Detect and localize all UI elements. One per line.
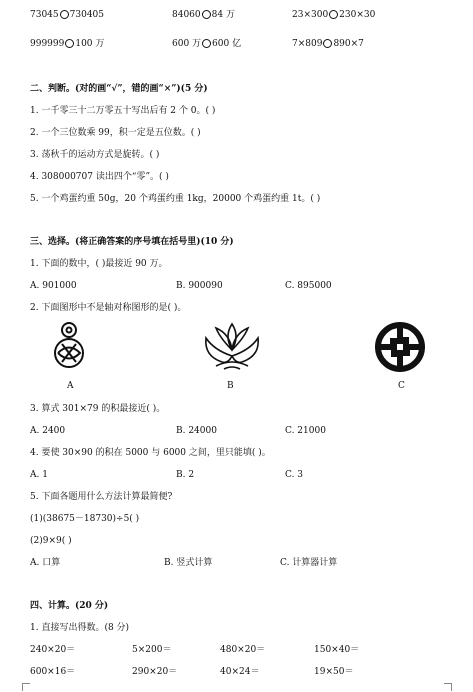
question-stem: 1. 直接写出得数。(8 分) bbox=[30, 623, 130, 633]
question-stem: 2. 下面图形中不是轴对称图形的是( )。 bbox=[30, 303, 187, 313]
sub-question: (1)(38675－18730)÷5( ) bbox=[30, 514, 140, 524]
judge-item: 4. 308000707 读出四个“零”。( ) bbox=[30, 172, 169, 182]
page-corner-mark bbox=[22, 683, 30, 691]
compare-item: 84060 84 万 bbox=[172, 10, 235, 20]
calc-item: 40×24＝ bbox=[220, 667, 260, 677]
option-b: B. 竖式计算 bbox=[164, 558, 213, 568]
compare-circle[interactable] bbox=[329, 10, 338, 19]
judge-item: 1. 一千零三十二万零五十写出后有 2 个 0。( ) bbox=[30, 106, 216, 116]
question-stem: 1. 下面的数中，( )最接近 90 万。 bbox=[30, 259, 168, 269]
compare-item: 7×809 890×7 bbox=[292, 39, 364, 49]
section4-title: 四、计算。(20 分) bbox=[30, 601, 109, 611]
sub-question: (2)9×9( ) bbox=[30, 536, 72, 546]
option-b: B. 900090 bbox=[176, 281, 223, 291]
lotus-figure bbox=[202, 320, 262, 372]
compare-circle[interactable] bbox=[202, 39, 211, 48]
figure-label-b: B bbox=[227, 381, 234, 391]
compare-circle[interactable] bbox=[60, 10, 69, 19]
compare-item: 600 万 600 亿 bbox=[172, 39, 242, 49]
calc-item: 240×20＝ bbox=[30, 645, 76, 655]
option-a: A. 901000 bbox=[30, 281, 77, 291]
section2-title: 二、判断。(对的画“√”，错的画“×”)(5 分) bbox=[30, 84, 208, 94]
calc-item: 5×200＝ bbox=[132, 645, 172, 655]
figure-label-c: C bbox=[398, 381, 405, 391]
judge-item: 5. 一个鸡蛋约重 50g，20 个鸡蛋约重 1kg，20000 个鸡蛋约重 1t。( ) bbox=[30, 194, 321, 204]
calc-item: 19×50＝ bbox=[314, 667, 354, 677]
option-a: A. 1 bbox=[30, 470, 48, 480]
figure-label-a: A bbox=[67, 381, 74, 391]
calc-item: 480×20＝ bbox=[220, 645, 266, 655]
option-c: C. 21000 bbox=[285, 426, 326, 436]
compare-item: 73045 730405 bbox=[30, 10, 104, 20]
option-b: B. 2 bbox=[176, 470, 195, 480]
option-b: B. 24000 bbox=[176, 426, 217, 436]
compare-circle[interactable] bbox=[323, 39, 332, 48]
compare-circle[interactable] bbox=[65, 39, 74, 48]
question-stem: 5. 下面各题用什么方法计算最简便? bbox=[30, 492, 173, 502]
option-c: C. 计算器计算 bbox=[280, 558, 338, 568]
calc-item: 290×20＝ bbox=[132, 667, 178, 677]
option-c: C. 895000 bbox=[285, 281, 332, 291]
judge-item: 3. 荡秋千的运动方式是旋转。( ) bbox=[30, 150, 160, 160]
option-a: A. 口算 bbox=[30, 558, 61, 568]
compare-circle[interactable] bbox=[202, 10, 211, 19]
option-a: A. 2400 bbox=[30, 426, 66, 436]
question-stem: 3. 算式 301×79 的积最接近( )。 bbox=[30, 404, 166, 414]
judge-item: 2. 一个三位数乘 99，积一定是五位数。( ) bbox=[30, 128, 201, 138]
compare-item: 23×300 230×30 bbox=[292, 10, 376, 20]
calc-item: 600×16＝ bbox=[30, 667, 76, 677]
page-corner-mark bbox=[444, 683, 452, 691]
compare-item: 999999 100 万 bbox=[30, 39, 105, 49]
emblem-figure bbox=[374, 321, 426, 373]
section3-title: 三、选择。(将正确答案的序号填在括号里)(10 分) bbox=[30, 237, 234, 247]
option-c: C. 3 bbox=[285, 470, 304, 480]
calc-item: 150×40＝ bbox=[314, 645, 360, 655]
question-stem: 4. 要使 30×90 的积在 5000 与 6000 之间，里只能填( )。 bbox=[30, 448, 271, 458]
knot-figure bbox=[48, 320, 90, 372]
